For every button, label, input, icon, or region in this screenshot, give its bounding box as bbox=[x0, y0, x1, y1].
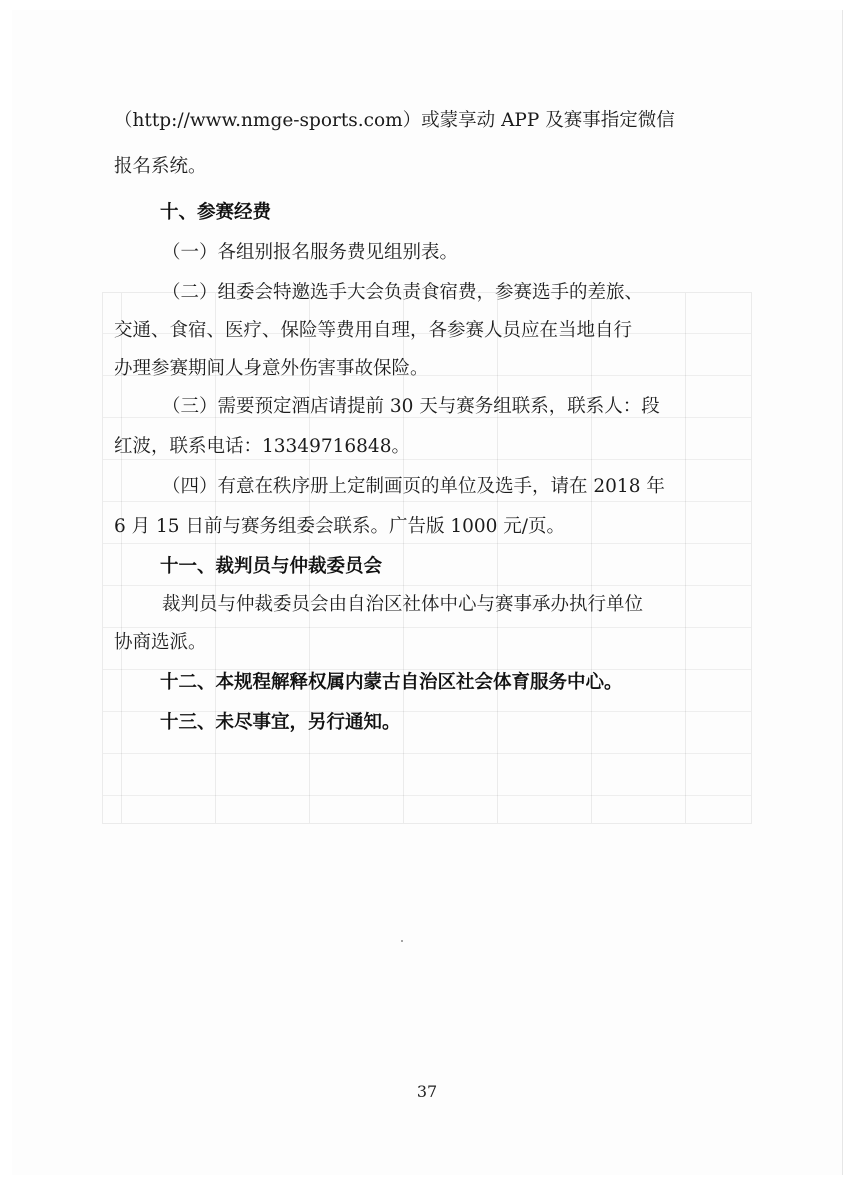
section-11-body-line-1: 裁判员与仲裁委员会由自治区社体中心与赛事承办执行单位 bbox=[162, 594, 644, 615]
section-12-heading: 十二、本规程解释权属内蒙古自治区社会体育服务中心。 bbox=[160, 672, 623, 693]
section-10-item-1: （一）各组别报名服务费见组别表。 bbox=[162, 242, 459, 263]
scan-speck bbox=[401, 940, 403, 942]
section-10-item-2-line-2: 交通、食宿、医疗、保险等费用自理，各参赛人员应在当地自行 bbox=[114, 320, 633, 341]
page-number: 37 bbox=[416, 1082, 438, 1101]
url-line bbox=[114, 108, 744, 134]
section-10-item-4-line-1: （四）有意在秩序册上定制画页的单位及选手，请在 2018 年 bbox=[162, 476, 665, 497]
section-11-heading: 十一、裁判员与仲裁委员会 bbox=[160, 556, 383, 577]
url-line-text: （http://www.nmge-sports.com）或蒙享动 APP 及赛事指定微信 bbox=[114, 110, 675, 131]
section-10-item-3-line-2: 红波，联系电话：13349716848。 bbox=[114, 436, 410, 457]
section-13-heading: 十三、未尽事宜，另行通知。 bbox=[160, 712, 401, 733]
url-line-continuation: 报名系统。 bbox=[114, 156, 207, 177]
section-11-body-line-2: 协商选派。 bbox=[114, 632, 207, 653]
section-10-item-2-line-3: 办理参赛期间人身意外伤害事故保险。 bbox=[114, 358, 429, 379]
section-10-item-3-line-1: （三）需要预定酒店请提前 30 天与赛务组联系，联系人：段 bbox=[162, 396, 660, 417]
section-10-heading: 十、参赛经费 bbox=[160, 202, 272, 223]
section-10-item-2-line-1: （二）组委会特邀选手大会负责食宿费，参赛选手的差旅、 bbox=[162, 282, 644, 303]
section-10-item-4-line-2: 6 月 15 日前与赛务组委会联系。广告版 1000 元/页。 bbox=[114, 516, 566, 537]
document-page bbox=[12, 10, 843, 1175]
